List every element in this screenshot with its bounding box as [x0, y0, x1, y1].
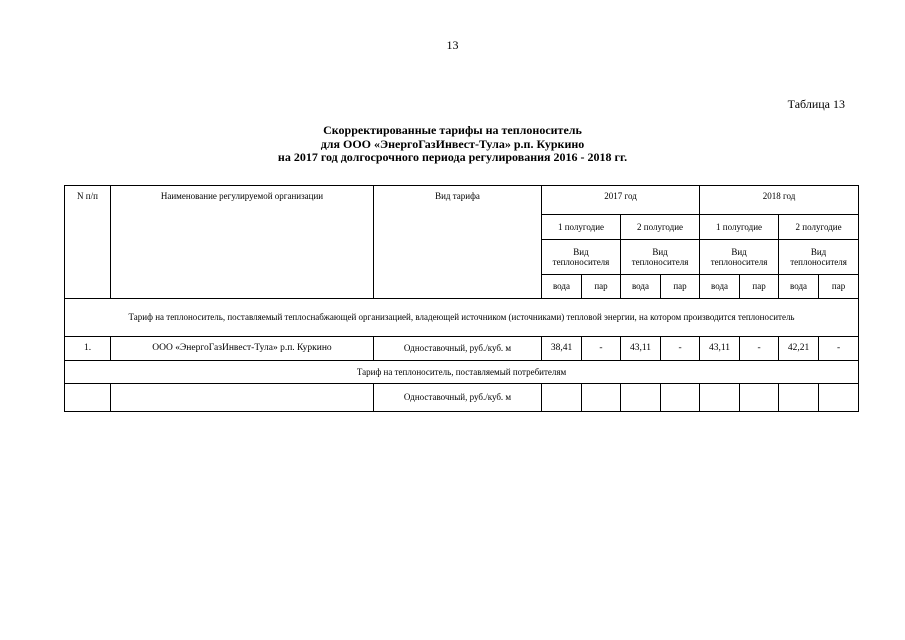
value-2017-h1-steam: - [582, 337, 621, 361]
document-title [0, 124, 905, 165]
row-org-name [111, 384, 374, 412]
value-2017-h1-water: 38,41 [542, 337, 582, 361]
header-carrier-type: Вид теплоносителя [542, 240, 621, 275]
header-carrier-type: Вид теплоносителя [779, 240, 859, 275]
title-line-2: для ООО «ЭнергоГазИнвест-Тула» р.п. Куркино [320, 136, 585, 151]
header-water: вода [621, 275, 661, 299]
value-2017-h1-water [542, 384, 582, 412]
title-line-3: на 2017 год долгосрочного периода регулирования 2016 - 2018 гг. [277, 150, 628, 164]
header-year-2017: 2017 год [542, 186, 700, 215]
header-2018-half-2: 2 полугодие [779, 215, 859, 240]
header-steam: пар [661, 275, 700, 299]
header-2017-half-1: 1 полугодие [542, 215, 621, 240]
section-title-consumers: Тариф на теплоноситель, поставляемый потребителям [65, 361, 859, 384]
header-carrier-type: Вид теплоносителя [621, 240, 700, 275]
header-steam: пар [582, 275, 621, 299]
value-2017-h1-steam [582, 384, 621, 412]
value-2018-h1-water [700, 384, 740, 412]
row-tariff-type: Одноставочный, руб./куб. м [374, 384, 542, 412]
header-steam: пар [819, 275, 859, 299]
value-2018-h2-water [779, 384, 819, 412]
tariff-table [64, 185, 859, 412]
title-line-1: Скорректированные тарифы на теплоноситель [323, 123, 582, 137]
header-water: вода [700, 275, 740, 299]
row-num: 1. [65, 337, 111, 361]
row-org-name: ООО «ЭнергоГазИнвест-Тула» р.п. Куркино [111, 337, 374, 361]
header-water: вода [779, 275, 819, 299]
table-row [65, 337, 859, 361]
header-steam: пар [740, 275, 779, 299]
header-num: N п/п [65, 186, 111, 299]
value-2018-h1-water: 43,11 [700, 337, 740, 361]
row-tariff-type: Одноставочный, руб./куб. м [374, 337, 542, 361]
value-2017-h2-water [621, 384, 661, 412]
header-2017-half-2: 2 полугодие [621, 215, 700, 240]
page-number: 13 [446, 38, 459, 52]
header-2018-half-1: 1 полугодие [700, 215, 779, 240]
table-row [65, 384, 859, 412]
value-2018-h2-steam [819, 384, 859, 412]
value-2018-h2-steam: - [819, 337, 859, 361]
header-year-2018: 2018 год [700, 186, 859, 215]
value-2018-h2-water: 42,21 [779, 337, 819, 361]
value-2017-h2-steam [661, 384, 700, 412]
value-2018-h1-steam [740, 384, 779, 412]
value-2018-h1-steam: - [740, 337, 779, 361]
value-2017-h2-water: 43,11 [621, 337, 661, 361]
table-label: Таблица 13 [787, 97, 845, 111]
header-tariff-type: Вид тарифа [374, 186, 542, 299]
row-num [65, 384, 111, 412]
header-carrier-type: Вид теплоносителя [700, 240, 779, 275]
header-water: вода [542, 275, 582, 299]
value-2017-h2-steam: - [661, 337, 700, 361]
header-org: Наименование регулируемой организации [111, 186, 374, 299]
section-title-supplier: Тариф на теплоноситель, поставляемый теплоснабжающей организацией, владеющей источником (источниками) тепловой энергии, на котором производится теплоноситель [65, 299, 859, 337]
